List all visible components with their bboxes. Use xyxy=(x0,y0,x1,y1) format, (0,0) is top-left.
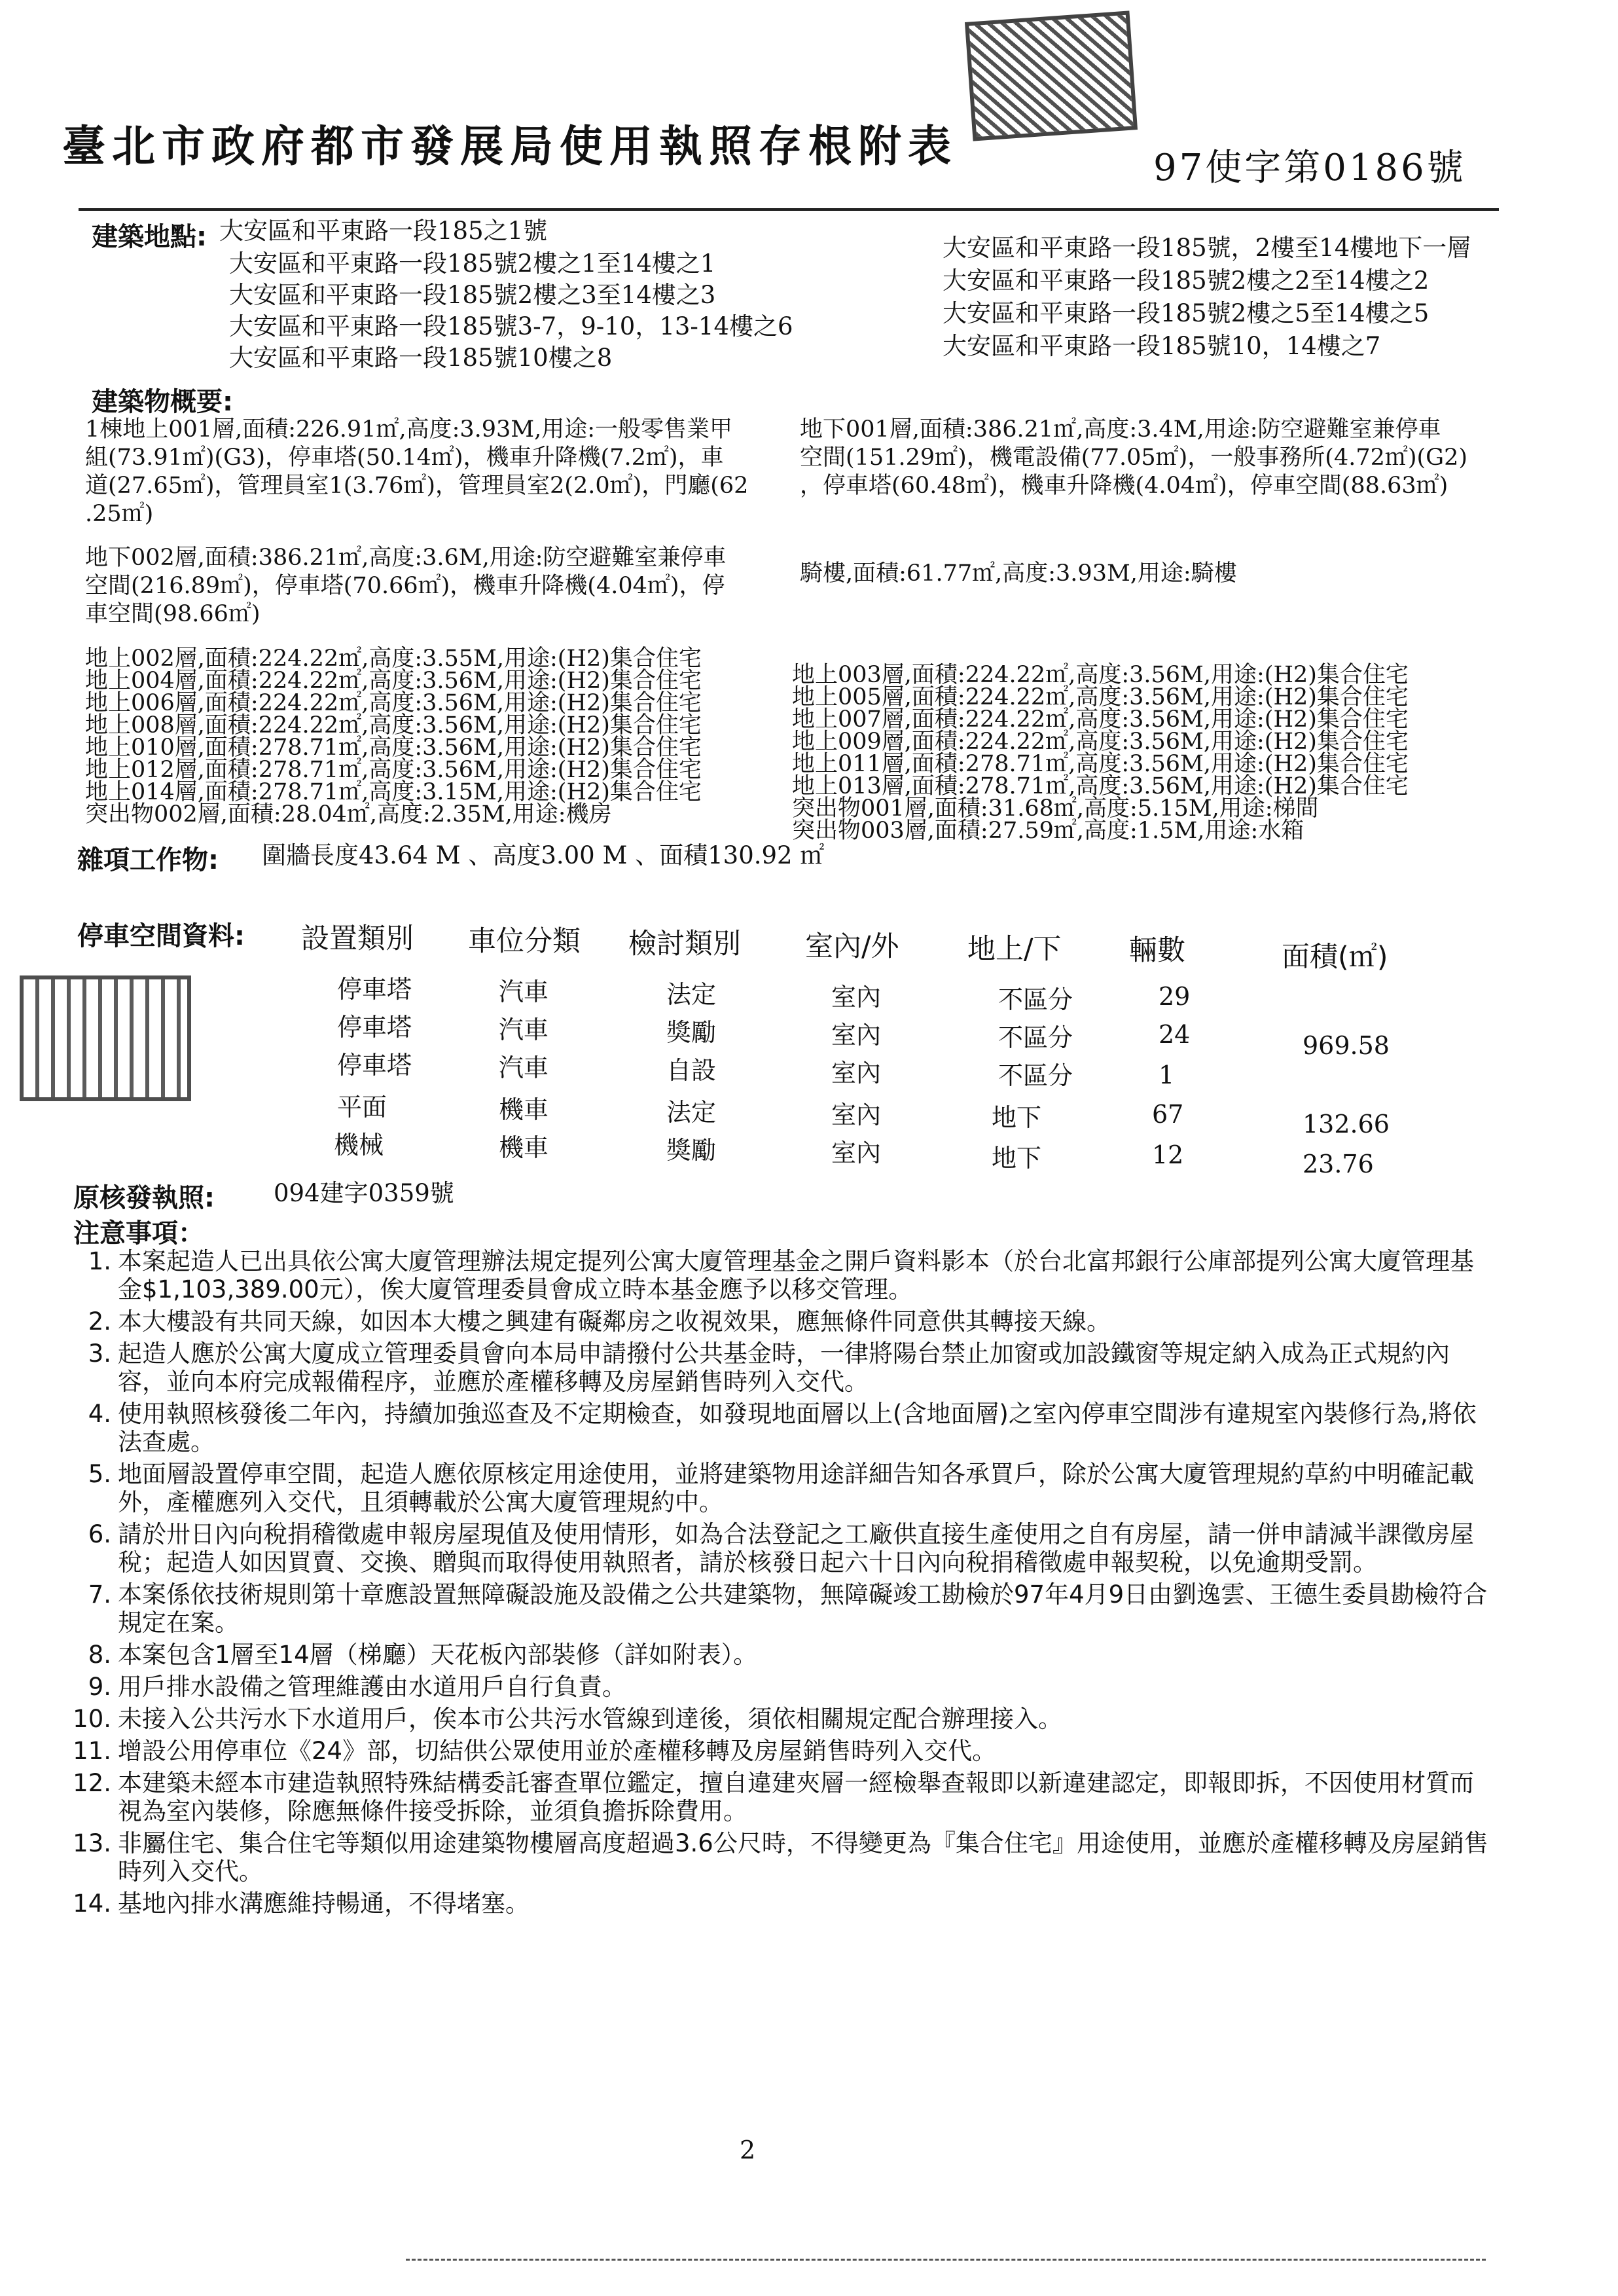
misc-label: 雜項工作物: xyxy=(77,845,219,875)
note-item: 11. 增設公用停車位《24》部，切結供公眾使用並於產權移轉及房屋銷售時列入交代。 xyxy=(73,1737,997,1765)
floor-right-7: 突出物003層,面積:27.59㎡,高度:1.5M,用途:水箱 xyxy=(792,818,1304,844)
parking-r1-c3: 室內 xyxy=(831,1021,882,1049)
site-right-0: 大安區和平東路一段185號，2樓至14樓地下一層 xyxy=(943,234,1471,262)
note-item: 10. 未接入公共污水下水道用戶，俟本市公共污水管線到達後，須依相關規定配合辦理接入。 xyxy=(73,1705,1062,1733)
note-item: 6. 請於卅日內向稅捐稽徵處申報房屋現值及使用情形，如為合法登記之工廠供直接生產使用之自有房屋，請一併申請減半課徵房屋稅；起造人如因買賣、交換、贈與而取得使用執照者，請於核發日起六十日內向稅捐稽徵處申報契稅，以免逾期受罰。 xyxy=(88,1520,1474,1576)
note-item: 14. 基地內排水溝應維持暢通，不得堵塞。 xyxy=(73,1889,530,1918)
floor-right-3: 地上009層,面積:224.22㎡,高度:3.56M,用途:(H2)集合住宅 xyxy=(792,729,1409,755)
parking-r4-c0: 機械 xyxy=(334,1131,384,1159)
parking-header-vehicle: 車位分類 xyxy=(468,925,581,958)
note-item: 1. 本案起造人已出具依公寓大廈管理辦法規定提列公寓大廈管理基金之開戶資料影本（於台北富邦銀行公庫部提列公寓大廈管理基金$1,103,389.00元），俟大廈管理委員會成立時本基金應予以移交管理。 xyxy=(88,1247,1474,1303)
floor-right-5: 地上013層,面積:278.71㎡,高度:3.56M,用途:(H2)集合住宅 xyxy=(792,773,1409,799)
overview-label: 建築物概要: xyxy=(92,387,233,417)
parking-header-area: 面積(㎡) xyxy=(1282,941,1388,974)
parking-r2-c1: 汽車 xyxy=(499,1053,549,1082)
permit-number: 97使字第0186號 xyxy=(1153,147,1466,189)
floor-right-0: 地上003層,面積:224.22㎡,高度:3.56M,用途:(H2)集合住宅 xyxy=(792,662,1409,688)
official-seal-left xyxy=(20,975,191,1101)
parking-r1-c1: 汽車 xyxy=(499,1015,549,1044)
parking-label: 停車空間資料: xyxy=(77,921,245,951)
parking-r2-c2: 自設 xyxy=(666,1056,717,1085)
parking-header-review: 檢討類別 xyxy=(628,928,741,960)
parking-r0-c0: 停車塔 xyxy=(337,975,412,1004)
original-value: 094建字0359號 xyxy=(274,1179,454,1207)
footer-divider xyxy=(406,2259,1486,2261)
floor-right-1: 地上005層,面積:224.22㎡,高度:3.56M,用途:(H2)集合住宅 xyxy=(792,684,1409,710)
site-left-1: 大安區和平東路一段185號2樓之1至14樓之1 xyxy=(229,249,716,278)
overview-b2-left-1: 空間(216.89㎡)，停車塔(70.66㎡)，機車升降機(4.04㎡)，停 xyxy=(85,573,725,599)
parking-r3-c1: 機車 xyxy=(499,1095,549,1124)
parking-header-level: 地上/下 xyxy=(967,933,1062,966)
floor-left-5: 地上012層,面積:278.71㎡,高度:3.56M,用途:(H2)集合住宅 xyxy=(85,757,702,783)
floor-right-2: 地上007層,面積:224.22㎡,高度:3.56M,用途:(H2)集合住宅 xyxy=(792,706,1409,733)
floor-right-4: 地上011層,面積:278.71㎡,高度:3.56M,用途:(H2)集合住宅 xyxy=(792,751,1409,777)
site-left-4: 大安區和平東路一段185號10樓之8 xyxy=(229,344,613,372)
parking-r3-c6: 132.66 xyxy=(1303,1110,1390,1139)
parking-r2-c3: 室內 xyxy=(831,1059,882,1087)
parking-r1-c2: 獎勵 xyxy=(666,1018,717,1047)
overview-b2-right-0: 騎樓,面積:61.77㎡,高度:3.93M,用途:騎樓 xyxy=(800,560,1237,587)
parking-r4-c1: 機車 xyxy=(499,1133,549,1162)
overview-b1-right-0: 地下001層,面積:386.21㎡,高度:3.4M,用途:防空避難室兼停車 xyxy=(800,416,1441,443)
floor-left-0: 地上002層,面積:224.22㎡,高度:3.55M,用途:(H2)集合住宅 xyxy=(85,646,702,672)
site-label: 建築地點: xyxy=(92,222,207,252)
parking-r4-c2: 獎勵 xyxy=(666,1136,717,1165)
site-right-3: 大安區和平東路一段185號10，14樓之7 xyxy=(943,332,1381,360)
floor-left-2: 地上006層,面積:224.22㎡,高度:3.56M,用途:(H2)集合住宅 xyxy=(85,690,702,716)
document-title: 臺北市政府都市發展局使用執照存根附表 xyxy=(62,120,958,172)
note-item: 5. 地面層設置停車空間，起造人應依原核定用途使用，並將建築物用途詳細告知各承買戶，除於公寓大廈管理規約草約中明確記載外，產權應列入交代，且須轉載於公寓大廈管理規約中。 xyxy=(88,1460,1474,1516)
site-right-1: 大安區和平東路一段185號2樓之2至14樓之2 xyxy=(943,266,1429,295)
overview-b1-left-2: 道(27.65㎡)，管理員室1(3.76㎡)，管理員室2(2.0㎡)，門廳(62 xyxy=(85,473,749,499)
site-right-2: 大安區和平東路一段185號2樓之5至14樓之5 xyxy=(943,299,1429,327)
site-left-2: 大安區和平東路一段185號2樓之3至14樓之3 xyxy=(229,281,716,309)
note-item: 3. 起造人應於公寓大廈成立管理委員會向本局申請撥付公共基金時，一律將陽台禁止加窗或加設鐵窗等規定納入成為正式規約內容，並向本府完成報備程序，並應於產權移轉及房屋銷售時列入交代。 xyxy=(88,1339,1450,1396)
parking-header-type: 設置類別 xyxy=(301,922,414,955)
overview-b2-left-0: 地下002層,面積:386.21㎡,高度:3.6M,用途:防空避難室兼停車 xyxy=(85,545,727,571)
floor-left-1: 地上004層,面積:224.22㎡,高度:3.56M,用途:(H2)集合住宅 xyxy=(85,668,702,694)
parking-r3-c4: 地下 xyxy=(992,1103,1042,1132)
page-number: 2 xyxy=(740,2136,756,2164)
parking-r2-c5: 1 xyxy=(1159,1061,1175,1089)
floor-left-7: 突出物002層,面積:28.04㎡,高度:2.35M,用途:機房 xyxy=(85,801,612,828)
parking-r2-c4: 不區分 xyxy=(998,1061,1073,1090)
floor-right-6: 突出物001層,面積:31.68㎡,高度:5.15M,用途:梯間 xyxy=(792,795,1319,822)
site-left-0: 大安區和平東路一段185之1號 xyxy=(219,217,548,245)
parking-header-count: 輛數 xyxy=(1129,934,1185,967)
parking-r4-c5: 12 xyxy=(1152,1140,1184,1169)
parking-header-indoor: 室內/外 xyxy=(805,930,899,963)
parking-r0-c3: 室內 xyxy=(831,983,882,1011)
parking-r0-c2: 法定 xyxy=(666,980,717,1009)
overview-b1-right-2: ，停車塔(60.48㎡)，機車升降機(4.04㎡)，停車空間(88.63㎡) xyxy=(800,473,1448,499)
floor-left-3: 地上008層,面積:224.22㎡,高度:3.56M,用途:(H2)集合住宅 xyxy=(85,712,702,738)
note-item: 7. 本案係依技術規則第十章應設置無障礙設施及設備之公共建築物，無障礙竣工勘檢於97年4月9日由劉逸雲、王德生委員勘檢符合規定在案。 xyxy=(88,1580,1488,1637)
notes-list xyxy=(72,1247,1492,1922)
parking-r3-c5: 67 xyxy=(1152,1100,1184,1129)
original-label: 原核發執照: xyxy=(73,1183,215,1213)
parking-r3-c3: 室內 xyxy=(831,1101,882,1129)
parking-r4-c3: 室內 xyxy=(831,1139,882,1167)
parking-r3-c2: 法定 xyxy=(666,1098,717,1127)
official-seal-top xyxy=(965,10,1138,141)
parking-r4-c6: 23.76 xyxy=(1303,1150,1374,1178)
parking-r0-c1: 汽車 xyxy=(499,977,549,1006)
overview-b1-left-1: 組(73.91㎡)(G3)，停車塔(50.14㎡)，機車升降機(7.2㎡)，車 xyxy=(85,445,724,471)
site-left-3: 大安區和平東路一段185號3-7，9-10，13-14樓之6 xyxy=(229,312,793,340)
parking-r3-c0: 平面 xyxy=(337,1093,387,1121)
overview-b1-left-3: .25㎡) xyxy=(85,501,154,527)
note-item: 12. 本建築未經本市建造執照特殊結構委託審查單位鑑定，擅自違建夾層一經檢舉查報即以新違建認定，即報即拆，不因使用材質而視為室內裝修，除應無條件接受拆除，並須負擔拆除費用。 xyxy=(73,1769,1474,1825)
parking-r0-c5: 29 xyxy=(1159,982,1191,1011)
overview-b1-left-0: 1棟地上001層,面積:226.91㎡,高度:3.93M,用途:一般零售業甲 xyxy=(85,416,733,443)
misc-value: 圍牆長度43.64 M 、高度3.00 M 、面積130.92 ㎡ xyxy=(262,841,825,869)
note-item: 2. 本大樓設有共同天線，如因本大樓之興建有礙鄰房之收視效果，應無條件同意供其轉接天線。 xyxy=(88,1307,1111,1336)
parking-r1-c6: 969.58 xyxy=(1303,1031,1390,1060)
header-divider xyxy=(79,208,1499,211)
parking-r1-c5: 24 xyxy=(1159,1020,1191,1049)
parking-r1-c4: 不區分 xyxy=(998,1023,1073,1052)
note-item: 9. 用戶排水設備之管理維護由水道用戶自行負責。 xyxy=(88,1673,626,1701)
note-item: 13. 非屬住宅、集合住宅等類似用途建築物樓層高度超過3.6公尺時，不得變更為『集合住宅』用途使用，並應於產權移轉及房屋銷售時列入交代。 xyxy=(73,1829,1488,1886)
parking-r2-c0: 停車塔 xyxy=(337,1051,412,1080)
floor-left-6: 地上014層,面積:278.71㎡,高度:3.15M,用途:(H2)集合住宅 xyxy=(85,779,702,805)
parking-r4-c4: 地下 xyxy=(992,1144,1042,1173)
parking-r1-c0: 停車塔 xyxy=(337,1013,412,1042)
overview-b1-right-1: 空間(151.29㎡)，機電設備(77.05㎡)，一般事務所(4.72㎡)(G2) xyxy=(800,445,1468,471)
parking-r0-c4: 不區分 xyxy=(998,985,1073,1014)
note-item: 8. 本案包含1層至14層（梯廳）天花板內部裝修（詳如附表）。 xyxy=(88,1641,758,1669)
overview-b2-left-2: 車空間(98.66㎡) xyxy=(85,601,261,627)
floor-left-4: 地上010層,面積:278.71㎡,高度:3.56M,用途:(H2)集合住宅 xyxy=(85,735,702,761)
note-item: 4. 使用執照核發後二年內，持續加強巡查及不定期檢查，如發現地面層以上(含地面層)之室內停車空間涉有違規室內裝修行為,將依法查處。 xyxy=(88,1400,1477,1456)
notes-label: 注意事項： xyxy=(73,1218,204,1248)
